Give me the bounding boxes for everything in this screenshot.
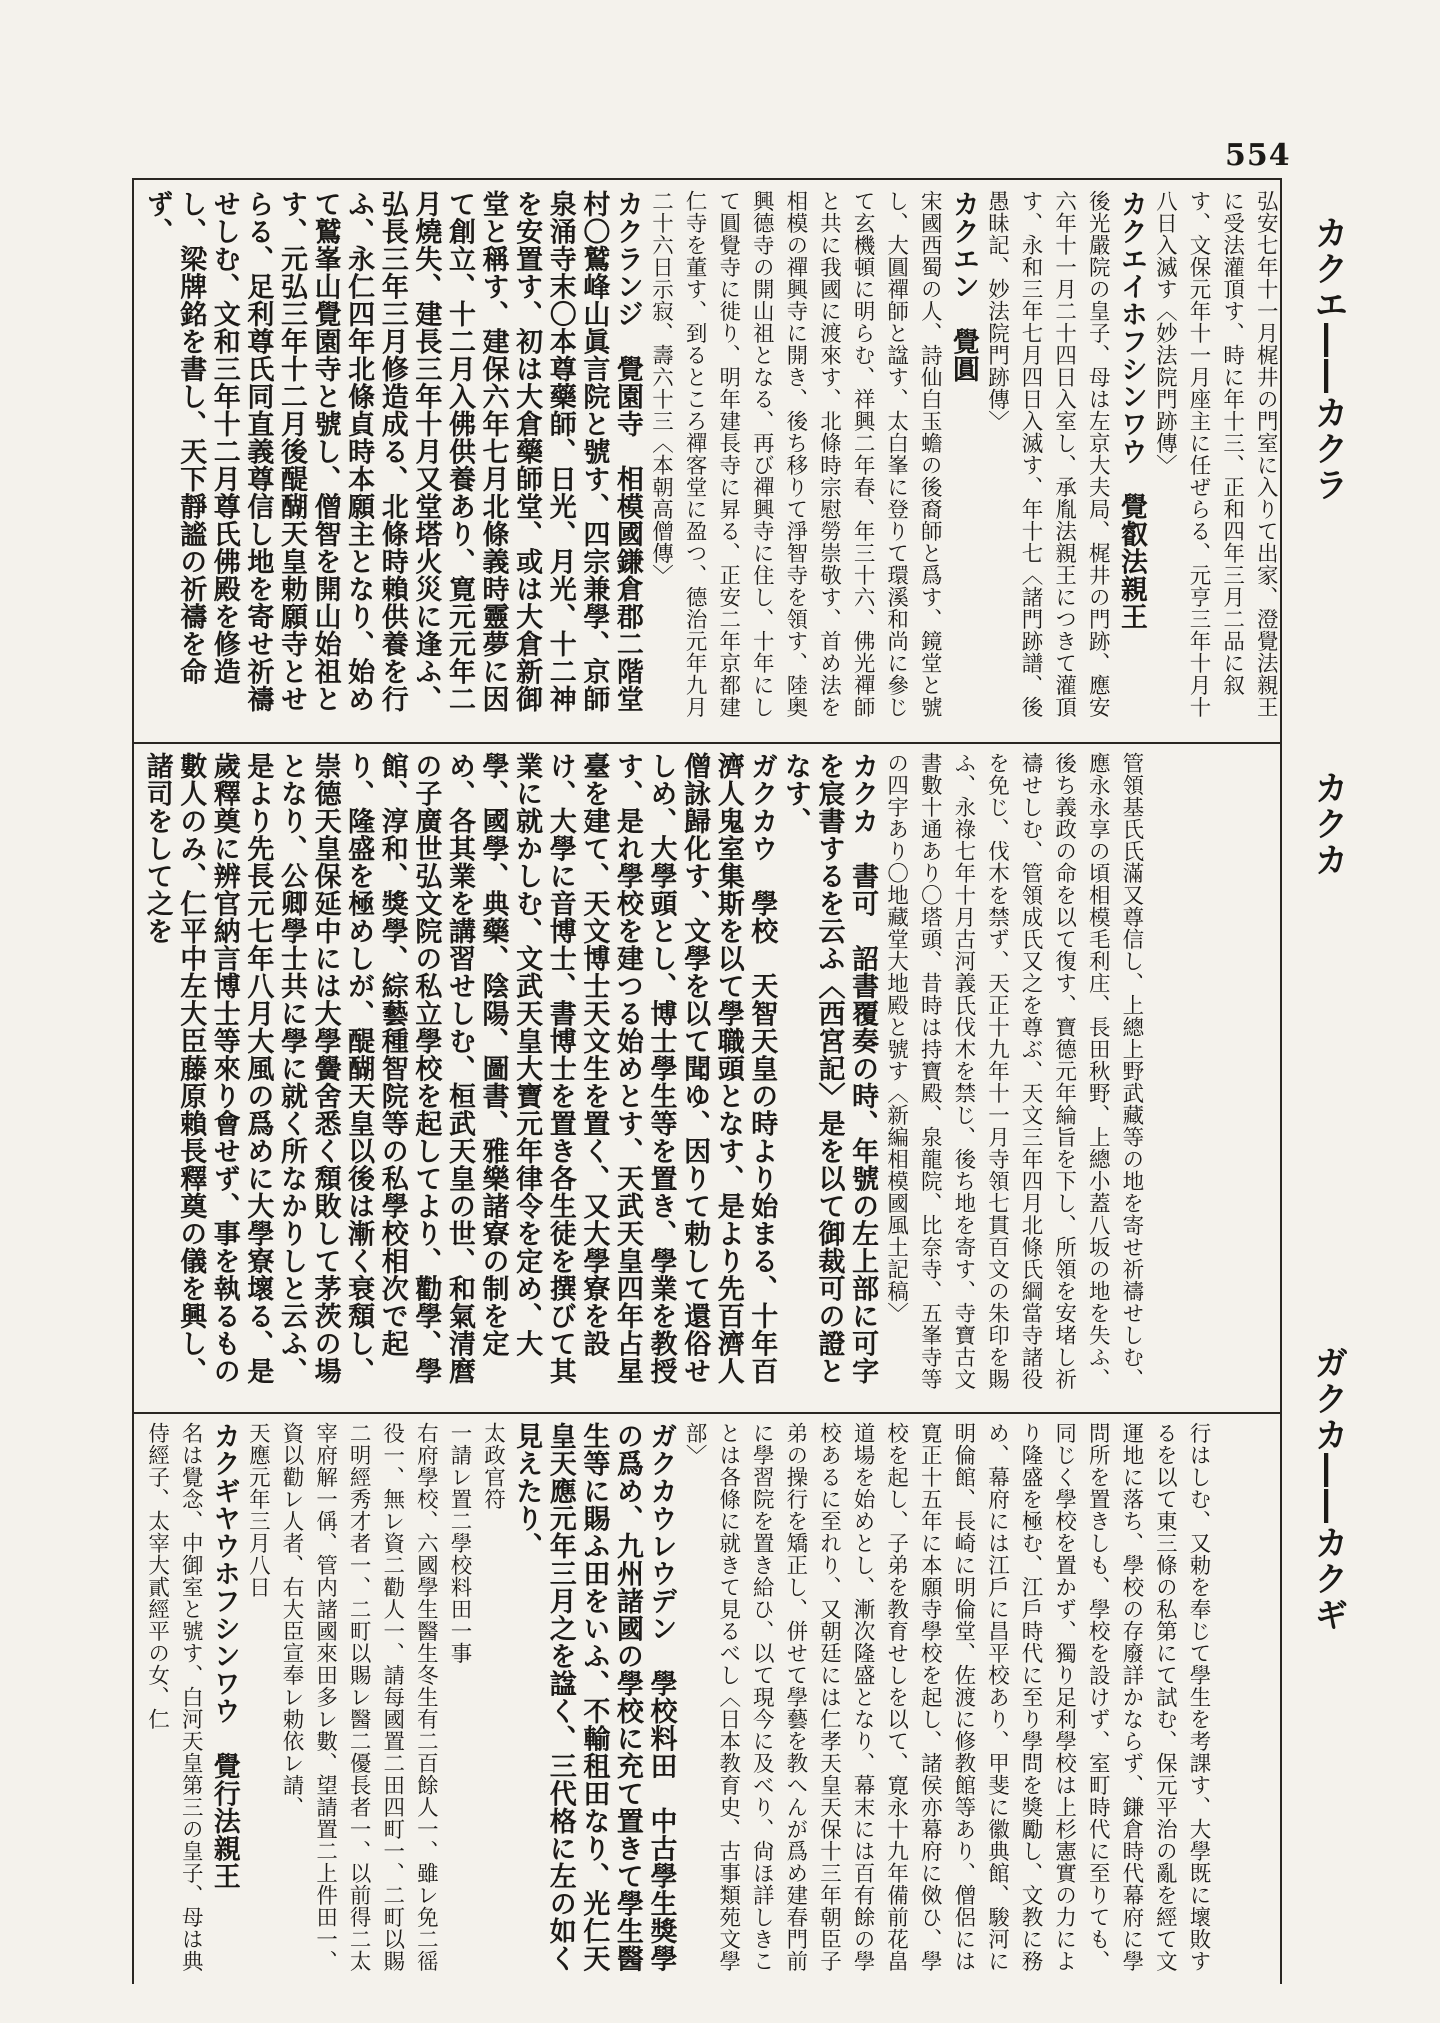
entry-heading: ガクカウ 學校 天智天皇の時より始まる、十年百濟人鬼室集斯を以て學職頭となす、是より先百濟人僧詠歸化す、文學を以て聞ゆ、因りて勅して還俗せしめ、大學頭とし、博士學生等を置き、學業を教授す、是れ學校を建つる始めとす、天武天皇四年占星臺を建て、天文博士天文生を置く、又大學寮を設け、大學に音博士、書博士を置き各生徒を撰びて其業に就かしむ、文武天皇大寶元年律令を定め、大學、國學、典藥、陰陽、圖書、雅樂諸寮の制を定め、各其業を講習せしむ、桓武天皇の世、和氣清麿の子廣世弘文院の私立學校を起してより、勸學、學館、淳和、獎學、綜藝種智院等の私學校相次で起り、隆盛を極めしが、醍醐天皇以後は漸く衰頽し、崇德天皇保延中には大學黌舍悉く頽敗して茅茨の場となり、公卿學士共に學に就く所なかりしと云ふ、是より先長元七年八月大風の爲めに大學寮壞る、是歲釋奠に辨官納言博士等來り會せず、事を執るもの數人のみ、仁平中左大臣藤原賴長釋奠の儀を興し、諸司をして之を (141, 752, 778, 1385)
entry-heading: カクエン 覺圓 (947, 190, 979, 383)
text-column (140, 752, 1148, 1404)
bottom-text-band (140, 1422, 1272, 1977)
top-text-band (140, 190, 1279, 735)
section-divider-lower (132, 1412, 1282, 1414)
official-document-item: 一請レ置二學校料田一事 (446, 1422, 472, 1664)
running-header-bottom: ガクカ――カクギ (1308, 1345, 1348, 1633)
middle-text-band (140, 752, 1272, 1404)
entry-text: 名は覺念、中御室と號す、白河天皇第三の皇子、母は典侍經子、太宰大貳經平の女、仁 (144, 1422, 204, 1972)
running-header-middle: カクカ (1308, 770, 1348, 878)
text-column (140, 190, 1282, 735)
entry-text: 後光嚴院の皇子、母は左京大夫局、梶井の門跡、應安六年十一月二十四日入室し、承胤法親王につきて灌頂す、永和三年七月四日入滅す、年十七〈諸門跡譜、後愚昧記、妙法院門跡傳〉 (984, 190, 1111, 718)
entry-text: 宋國西蜀の人、詩仙白玉蟾の後裔師と爲す、鏡堂と號し、大圓禪師と諡す、太白峯に登りて環溪和尚に參じて玄機頓に明らむ、祥興二年春、年三十六、佛光禪師と共に我國に渡來す、北條時宗慰勞崇敬す、首め法を相模の禪興寺に開き、後ち移りて淨智寺を領す、陸奥興德寺の開山祖となる、再び禪興寺に住し、十年にして圓覺寺に徙り、明年建長寺に昇る、正安二年京都建仁寺を董す、到るところ禪客堂に盈つ、德治元年九月二十六日示寂、壽六十三〈本朝高僧傳〉 (648, 190, 943, 718)
entry-text: 弘安七年十一月梶井の門室に入りて出家、澄覺法親王に受法灌頂す、時に年十三、正和四年三月二品に叙す、文保元年十一月座主に任ぜらる、元亨三年十月十八日入滅す〈妙法院門跡傳〉 (1152, 190, 1279, 718)
entry-heading: カクエイホフシンワウ 覺叡法親王 (1115, 190, 1147, 630)
section-divider-upper (132, 742, 1282, 744)
entry-text: 行はしむ、又勅を奉じて學生を考課す、大學既に壞敗するを以て東三條の私第にて試む、保元平治の亂を經て文運地に落ち、學校の存廢詳かならず、鎌倉時代幕府に學問所を置きしも、學校を設けず、室町時代に至りても、同じく學校を置かず、獨り足利學校は上杉憲實の力により隆盛を極む、江戶時代に至り學問を獎勵し、文教に務め、幕府には江戶に昌平校あり、甲斐に徽典館、駿河に明倫館、長崎に明倫堂、佐渡に修教館等あり、僧侶には寛正十五年に本願寺學校を起し、諸侯亦幕府に傚ひ、學校を起し、子弟を教育せしを以て、寛永十九年備前花畠道場を始めとし、漸次隆盛となり、幕末には百有餘の學校あるに至れり、又朝廷には仁孝天皇天保十三年朝臣子弟の操行を矯正し、併せて學藝を教へんが爲め建春門前に學習院を置き給ひ、以て現今に及べり、尙ほ詳しきことは各條に就きて見るべし〈日本教育史、古事類苑文學部〉 (682, 1422, 1211, 1972)
top-frame-rule (132, 178, 1282, 180)
entry-text: 管領基氏氏滿又尊信し、上總上野武藏等の地を寄せ祈禱せしむ、應永永享の頃相模毛利庄、長田秋野、上總小蓋八坂の地を失ふ、後ち義政の命を以て復す、寶德元年綸旨を下し、所領を安堵し祈禱せしむ、管領成氏又之を尊ぶ、天文三年四月北條氏綱當寺諸役を免じ、伐木を禁ず、天正十九年十一月寺領七貫百文の朱印を賜ふ、永祿七年十月古河義氏伐木を禁じ、後ち地を寄す、寺寶古文書數十通あり〇塔頭、昔時は持寶殿、泉龍院、比奈寺、五峯寺等の四宇あり〇地藏堂大地殿と號す〈新編相模國風土記稿〉 (883, 752, 1144, 1390)
running-header-top: カクエ――カクラ (1308, 215, 1348, 503)
entry-heading: カクランジ 覺園寺 相模國鎌倉郡二階堂村〇鷲峰山眞言院と號す、四宗兼學、京師泉涌寺末〇本尊藥師、日光、月光、十二神を安置す、初は大倉藥師堂、或は大倉新御堂と稱す、建保六年七月北條義時靈夢に因て創立、十二月入佛供養あり、寛元元年二月燒失、建長三年十月又堂塔火災に逢ふ、弘長三年三月修造成る、北條時賴供養を行ふ、永仁四年北條貞時本願主となり、始めて鷲峯山覺園寺と號し、僧智を開山始祖とす、元弘三年十二月後醍醐天皇勅願寺とせらる、足利尊氏同直義尊信し地を寄せ祈禱せしむ、文和三年十二月尊氏佛殿を修造し、梁牌銘を書し、天下靜謐の祈禱を命ず、 (141, 190, 643, 713)
official-document-date: 天應元年三月八日 (245, 1422, 271, 1598)
entry-heading: カクギヤウホフシンワウ 覺行法親王 (208, 1422, 240, 1890)
official-document-title: 太政官符 (480, 1422, 506, 1510)
text-column (140, 1422, 1215, 1977)
entry-heading: カクカ 書可 詔書覆奏の時、年號の左上部に可字を宸書するを云ふ〈西宮記〉是を以て御裁可の證となす、 (779, 752, 879, 1385)
left-frame-rule (132, 178, 134, 1984)
official-document-body: 右府學校、六國學生醫生冬生有二百餘人一、雖レ免二徭役一、無レ資二勸人一、請每國置二田四町一、二町以賜二明經秀才者一、二町以賜レ醫二優長者一、以前得二太宰府解一偁、管内諸國來田多レ數、望請置二上件田一、資以勸レ人者、右大臣宣奉レ勅依レ請、 (278, 1422, 439, 1972)
page-number: 554 (1225, 138, 1291, 173)
entry-heading: ガクカウレウデン 學校料田 中古學生獎學の爲め、九州諸國の學校に充て置きて學生醫生等に賜ふ田をいふ、不輸租田なり、光仁天皇天應元年三月之を諡く、三代格に左の如く見えたり、 (511, 1422, 677, 1972)
